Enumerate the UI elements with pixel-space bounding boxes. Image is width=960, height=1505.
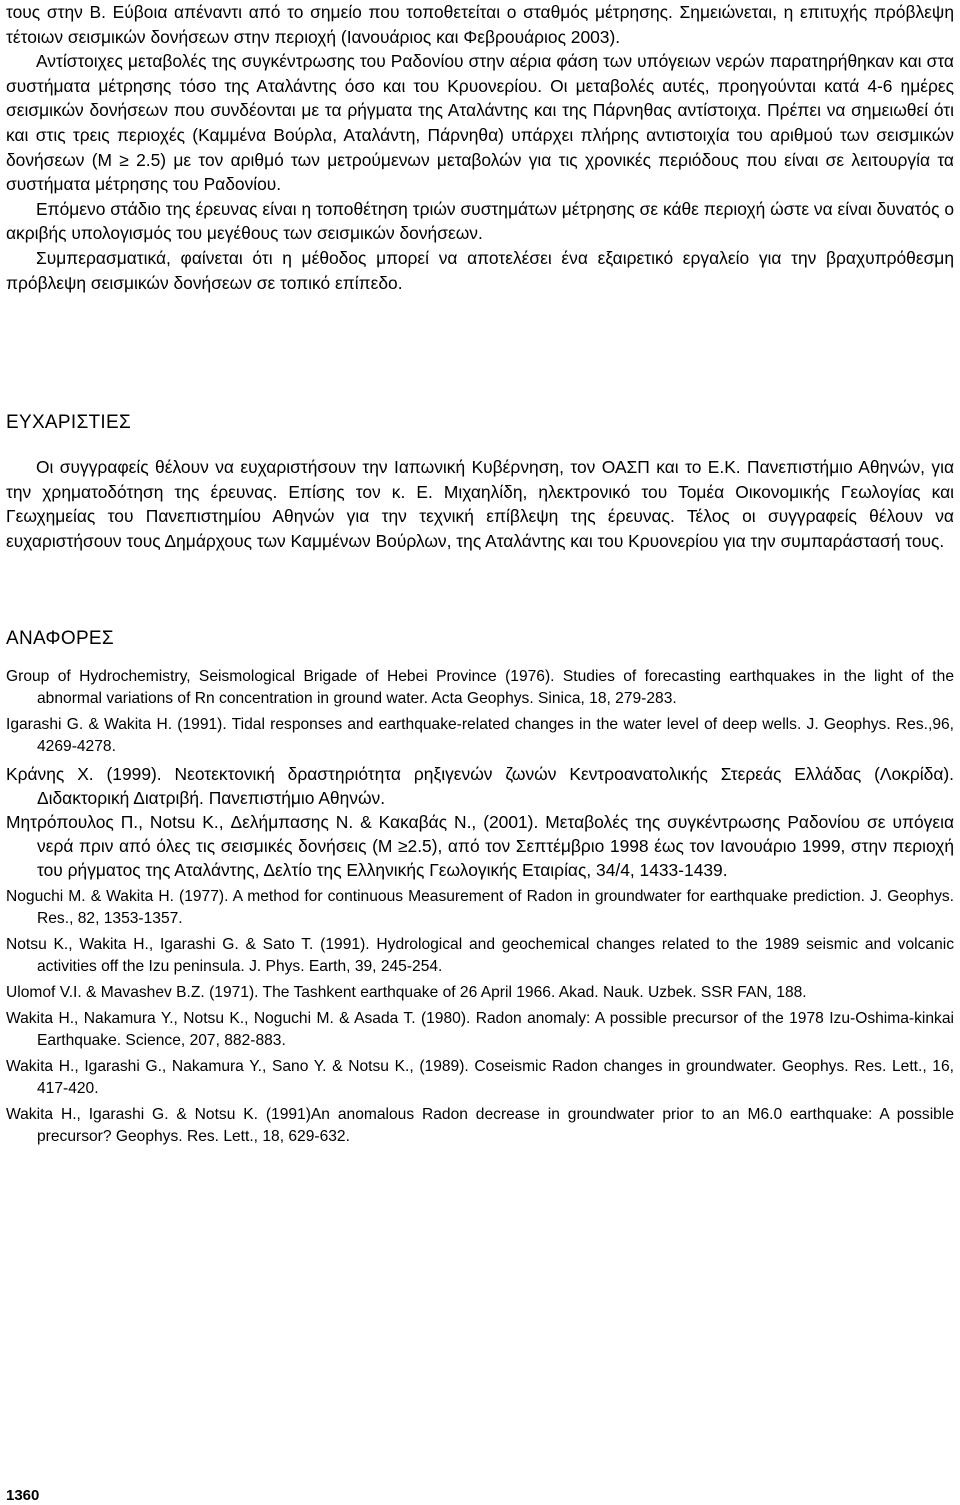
reference-item: Wakita H., Igarashi G., Nakamura Y., Sano Y. & Notsu K., (1989). Coseismic Radon changes in groundwater. Geophys. Res. Lett., 16, 417-420. bbox=[6, 1058, 954, 1097]
paragraph-next-stage: Επόμενο στάδιο της έρευνας είναι η τοποθέτηση τριών συστημάτων μέτρησης σε κάθε περιοχή ώστε να είναι δυνατός ο ακριβής υπολογισμός του μεγέθους των σεισμικών δονήσεων. bbox=[6, 198, 954, 244]
reference-item: Wakita H., Nakamura Y., Notsu K., Noguchi M. & Asada T. (1980). Radon anomaly: A possible precursor of the 1978 Izu-Oshima-kinkai Earthquake. Science, 207, 882-883. bbox=[6, 1010, 954, 1049]
reference-item: Group of Hydrochemistry, Seismological Brigade of Hebei Province (1976). Studies of forecasting earthquakes in the light of the abnormal variations of Rn concentration in ground water. Acta Geophys. Sinica, 18, 279-283. bbox=[6, 668, 954, 707]
page-number: 1360 bbox=[6, 1487, 40, 1504]
reference-item: Notsu K., Wakita H., Igarashi G. & Sato T. (1991). Hydrological and geochemical changes related to the 1989 seismic and volcanic activities off the Izu peninsula. J. Phys. Earth, 39, 245-254. bbox=[6, 936, 954, 975]
reference-item: Κράνης Χ. (1999). Νεοτεκτονική δραστηριότητα ρηξιγενών ζωνών Κεντροανατολικής Στερεάς Ελλάδας (Λοκρίδα). Διδακτορική Διατριβή. Πανεπιστήμιο Αθηνών. bbox=[6, 764, 954, 808]
paragraph-radon-variations: Αντίστοιχες μεταβολές της συγκέντρωσης του Ραδονίου στην αέρια φάση των υπόγειων νερών παρατηρήθηκαν και στα συστήματα μέτρησης τόσο της Αταλάντης όσο και του Κρυονερίου. Οι μεταβολές αυτές, προηγούνται κατά 4-6 ημέρες σεισμικών δονήσεων που συνδέονται με τα ρήγματα της Αταλάντης και της Πάρνηθας αντίστοιχα. Πρέπει να σημειωθεί ότι και στις τρεις περιοχές (Καμμένα Βούρλα, Αταλάντη, Πάρνηθα) υπάρχει πλήρης αντιστοιχία του αριθμού των σεισμικών δονήσεων (Μ ≥ 2.5) με τον αριθμό των μετρούμενων μεταβολών για τις χρονικές περιόδους που είναι σε λειτουργία τα συστήματα μέτρησης του Ραδονίου. bbox=[6, 51, 954, 195]
reference-item: Wakita H., Igarashi G. & Notsu K. (1991)An anomalous Radon decrease in groundwater prior to an M6.0 earthquake: A possible precursor? Geophys. Res. Lett., 18, 629-632. bbox=[6, 1106, 954, 1145]
reference-item: Μητρόπουλος Π., Notsu K., Δελήμπασης Ν. & Κακαβάς Ν., (2001). Μεταβολές της συγκέντρωσης Ραδονίου σε υπόγεια νερά πριν από όλες τις σεισμικές δονήσεις (Μ ≥2.5), από τον Σεπτέμβριο 1998 έως τον Ιανουάριο 1999, στην περιοχή του ρήγματος της Αταλάντης, Δελτίο της Ελληνικής Γεωλογικής Εταιρίας, 34/4, 1433-1439. bbox=[6, 812, 954, 880]
paragraph-conclusion: Συμπερασματικά, φαίνεται ότι η μέθοδος μπορεί να αποτελέσει ένα εξαιρετικό εργαλείο για την βραχυπρόθεσμη πρόβλεψη σεισμικών δονήσεων σε τοπικό επίπεδο. bbox=[6, 247, 954, 293]
reference-item: Igarashi G. & Wakita H. (1991). Tidal responses and earthquake-related changes in the water level of deep wells. J. Geophys. Res.,96, 4269-4278. bbox=[6, 716, 954, 755]
acknowledgements-heading: ΕΥΧΑΡΙΣΤΙΕΣ bbox=[6, 412, 131, 433]
paragraph-continuation: τους στην Β. Εύβοια απέναντι από το σημείο που τοποθετείται ο σταθμός μέτρησης. Σημειώνεται, η επιτυχής πρόβλεψη τέτοιων σεισμικών δονήσεων στην περιοχή (Ιανουάριος και Φεβρουάριος 2003). bbox=[6, 2, 954, 47]
conclusion-section bbox=[6, 0, 954, 295]
references-heading: ΑΝΑΦΟΡΕΣ bbox=[6, 628, 114, 649]
acknowledgements-section bbox=[6, 455, 954, 553]
reference-list bbox=[6, 666, 954, 1148]
acknowledgements-text: Οι συγγραφείς θέλουν να ευχαριστήσουν την Ιαπωνική Κυβέρνηση, τον ΟΑΣΠ και το Ε.Κ. Πανεπιστήμιο Αθηνών, για την χρηματοδότηση της έρευνας. Επίσης τον κ. Ε. Μιχαηλίδη, ηλεκτρονικό του Τομέα Οικονομικής Γεωλογίας και Γεωχημείας του Πανεπιστημίου Αθηνών για την τεχνική επίβλεψη της έρευνας. Τέλος οι συγγραφείς θέλουν να ευχαριστήσουν τους Δημάρχους των Καμμένων Βούρλων, της Αταλάντης και του Κρυονερίου για την συμπαράστασή τους. bbox=[6, 457, 954, 551]
reference-item: Ulomof V.I. & Mavashev B.Z. (1971). The Tashkent earthquake of 26 April 1966. Akad. Nauk. Uzbek. SSR FAN, 188. bbox=[6, 984, 807, 1001]
reference-item: Noguchi M. & Wakita H. (1977). A method for continuous Measurement of Radon in groundwater for earthquake prediction. J. Geophys. Res., 82, 1353-1357. bbox=[6, 888, 954, 927]
